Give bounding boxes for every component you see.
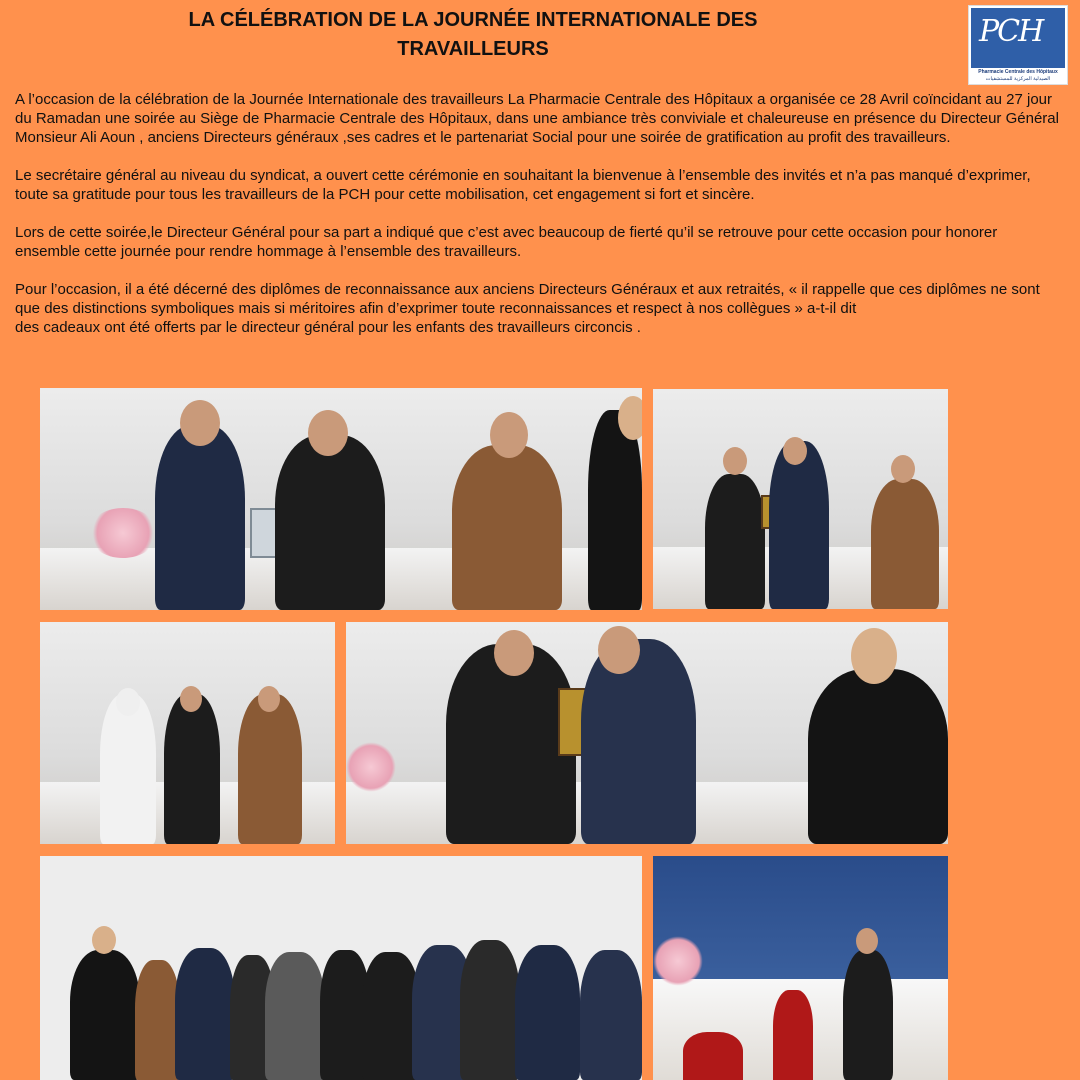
- flower-bouquet: [346, 742, 396, 792]
- logo-text-ar: الصيدلية المركزية للمستشفيات: [985, 76, 1051, 82]
- article-paragraph-2: Le secrétaire général au niveau du syndicat, a ouvert cette cérémonie en souhaitant la bienvenue à l’ensemble des invités et n’a pas manqué d’exprimer, toute sa gratitude pour tous les travailleurs de la PCH pour cette mobilisation, cet engagement si fort et sincère.: [15, 167, 1031, 203]
- logo-text-fr: Pharmacie Centrale des Hôpitaux: [978, 69, 1058, 75]
- article-paragraph-1: A l’occasion de la célébration de la Journée Internationale des travailleurs La Pharmacie Centrale des Hôpitaux a organisée ce 28 Avril coïncidant au 27 jour du Ramadan une soirée au Siège de Pharmacie Centrale des Hôpitaux, dans une ambiance très conviviale et chaleureuse en présence du Directeur Général Monsieur Ali Aoun , anciens Directeurs généraux ,ses cadres et le partenariat Social pour une soirée de gratification au profit des travailleurs.: [15, 91, 1059, 146]
- photo-award-ceremony-1: [40, 388, 642, 610]
- pch-logo: [968, 5, 1068, 85]
- title-line-1: LA CÉLÉBRATION DE LA JOURNÉE INTERNATIONALE DES: [188, 9, 758, 31]
- article-paragraph-4-line-2: des cadeaux ont été offerts par le directeur général pour les enfants des travailleurs circoncis .: [15, 319, 641, 336]
- photo-award-ceremony-3: [40, 622, 335, 844]
- article-paragraph-4-line-1: Pour l’occasion, il a été décerné des diplômes de reconnaissance aux anciens Directeurs Généraux et aux retraités, « il rappelle que ces diplômes ne sont que des distinctions symboliques mais si méritoires afin d’exprimer toute reconnaissances et respect à nos collègues » a-t-il dit: [15, 281, 1040, 317]
- chair: [683, 1032, 743, 1080]
- flower-bouquet: [653, 936, 703, 986]
- article-paragraph-4: [15, 280, 1065, 337]
- title-line-2: TRAVAILLEURS: [397, 38, 549, 60]
- photo-dinner: [653, 856, 948, 1080]
- photo-award-ceremony-4: [346, 622, 948, 844]
- logo-mark: PCH: [979, 14, 1043, 49]
- flower-bouquet: [88, 508, 158, 558]
- article-paragraph-3: Lors de cette soirée,le Directeur Général pour sa part a indiqué que c’est avec beaucoup de fierté qu’il se retrouve pour cette occasion pour honorer ensemble cette journée pour rendre hommage à l’ensemble des travailleurs.: [15, 224, 998, 260]
- photo-award-ceremony-2: [653, 389, 948, 609]
- article-body: [15, 90, 1065, 337]
- photo-group: [40, 856, 642, 1080]
- logo-emblem: [971, 8, 1065, 68]
- page-title: [170, 6, 776, 64]
- chair: [773, 990, 813, 1080]
